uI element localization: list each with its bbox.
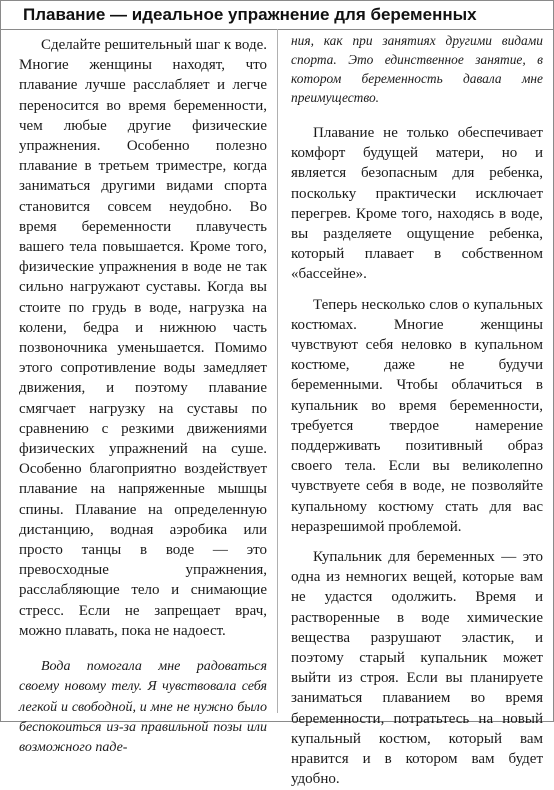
- right-column: [291, 31, 543, 790]
- page-title: Плавание — идеальное упражнение для беременных: [1, 1, 553, 30]
- paragraph-maternity-swimsuit: Купальник для беременных — это одна из немногих вещей, которые вам не удастся одолжить. Время и растворенные в воде химические вещества разрушают эластик, и поэтому старый купальник может выйти из строя. Если вы планируете заниматься плаванием во время беременности, потратьтесь на новый купальный костюм, который вам нравится и в котором вам будет удобно.: [291, 549, 543, 788]
- spacer: [291, 285, 543, 295]
- spacer: [291, 107, 543, 123]
- column-divider: [277, 29, 278, 713]
- quote-continuation: ния, как при занятиях другими видами спорта. Это единственное занятие, в котором беременность давала мне преимущество.: [291, 33, 543, 105]
- quote-text: Вода помогала мне радоваться своему новому телу. Я чувствовала себя легкой и свободной, и мне не нужно было беспокоиться из-за правильной позы или возможного паде-: [19, 659, 267, 755]
- paragraph-comfort-safety: Плавание не только обеспечивает комфорт будущей матери, но и является безопасным для ребенка, поскольку практически исключает перегрев. Кроме того, находясь в воде, вы разделяете ощущение ребенка, который плавает в собственном «бассейне».: [291, 125, 543, 283]
- left-column: [19, 35, 267, 758]
- spacer: [19, 641, 267, 657]
- paragraph-swimsuits: Теперь несколько слов о купальных костюмах. Многие женщины чувствуют себя неловко в купальном костюме, даже не будучи беременными. Чтобы облачиться в купальник во время беременности, требуется твердое намерение поддерживать позитивный образ своего тела. Если вы великолепно чувствуете себя в воде, не позволяйте купальному костюму стать для вас неразрешимой проблемой.: [291, 296, 543, 535]
- spacer: [291, 537, 543, 547]
- paragraph-swimming-benefits: Сделайте решительный шаг к воде. Многие женщины находят, что плавание лучше расслабляет и легче переносится во время беременности, чем любые другие физические упражнения. Особенно полезно плавание в третьем триместре, когда заниматься другими видами спорта становится совсем неудобно. Во время беременности плавучесть вашего тела повышается. Кроме того, физические упражнения в воде не так сильно нагружают суставы. Когда вы стоите по грудь в воде, нагрузка на колени, бедра и нижнюю часть позвоночника уменьшается. Помимо этого сопротивление воды замедляет движения, и поэтому плавание смягчает нагрузку на суставы по сравнению с резкими движениями физических упражнений на суше. Особенно благоприятно воздействует плавание на напряженные мышцы спины. Плавание на определенную дистанцию, водная аэробика или просто танцы в воде — это превосходные упражнения, расслабляющие тело и снимающие стресс. Если не запрещает врач, можно плавать, пока не надоест.: [19, 37, 267, 639]
